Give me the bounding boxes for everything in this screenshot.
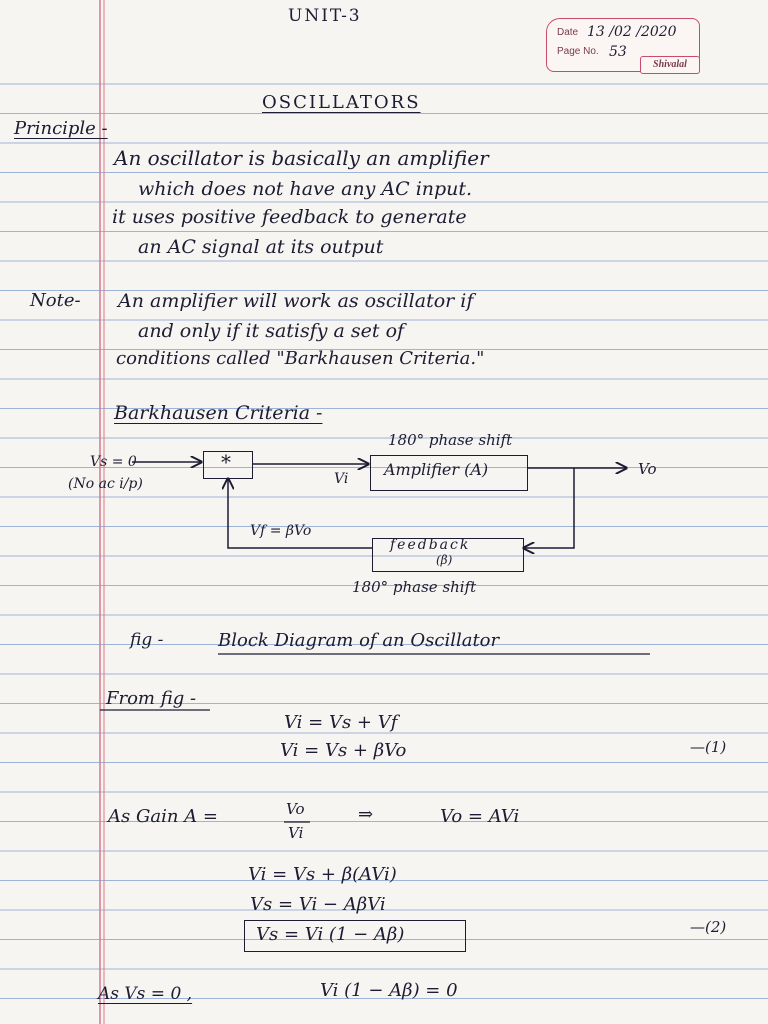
gain-denominator: Vi xyxy=(288,824,304,842)
page-value: 53 xyxy=(609,44,627,60)
gain-prefix: As Gain A = xyxy=(108,806,218,827)
principle-heading: Principle - xyxy=(14,118,108,139)
summer-symbol: * xyxy=(221,450,231,474)
principle-line-1: An oscillator is basically an amplifier xyxy=(114,146,489,170)
note-heading: Note- xyxy=(30,290,81,311)
equation-3: Vi = Vs + β(AVi) xyxy=(248,864,397,885)
from-fig-label: From fig - xyxy=(106,688,197,709)
amplifier-label: Amplifier (A) xyxy=(384,460,489,479)
vs-label: Vs = 0 xyxy=(90,454,137,470)
principle-line-2: which does not have any AC input. xyxy=(138,178,473,200)
barkhausen-heading: Barkhausen Criteria - xyxy=(114,402,323,424)
implies-symbol: ⇒ xyxy=(358,804,374,825)
principle-line-3: it uses positive feedback to generate xyxy=(112,206,467,228)
equation-2-tag: —(1) xyxy=(690,738,727,756)
feedback-tap-wire xyxy=(524,468,574,548)
page-title: OSCILLATORS xyxy=(262,92,421,113)
equation-1: Vi = Vs + Vf xyxy=(284,712,398,733)
feedback-return-wire xyxy=(228,479,372,548)
no-ac-label: (No ac i/p) xyxy=(68,476,143,492)
feedback-label: feedback xyxy=(390,537,471,553)
principle-line-4: an AC signal at its output xyxy=(138,236,384,258)
page-label: Page No. xyxy=(557,46,599,57)
note-line-1: An amplifier will work as oscillator if xyxy=(118,290,474,312)
as-vs-label: As Vs = 0 , xyxy=(98,984,193,1004)
gain-numerator: Vo xyxy=(286,800,305,818)
date-value: 13 /02 /2020 xyxy=(587,24,677,40)
note-line-2: and only if it satisfy a set of xyxy=(138,320,405,342)
vi-label: Vi xyxy=(334,471,349,487)
bottom-phase-label: 180° phase shift xyxy=(352,578,477,596)
date-label: Date xyxy=(557,27,579,38)
equation-5-tag: —(2) xyxy=(690,918,727,936)
note-line-3: conditions called "Barkhausen Criteria." xyxy=(116,348,485,369)
unit-heading: UNIT-3 xyxy=(288,6,362,26)
vo-label: Vo xyxy=(638,460,657,478)
vf-label: Vf = βVo xyxy=(250,523,312,539)
equation-6: Vi (1 − Aβ) = 0 xyxy=(320,980,458,1001)
equation-5: Vs = Vi (1 − Aβ) xyxy=(256,924,405,945)
beta-label: (β) xyxy=(436,553,453,567)
figure-caption: Block Diagram of an Oscillator xyxy=(218,630,500,651)
gain-result: Vo = AVi xyxy=(440,806,520,827)
top-phase-label: 180° phase shift xyxy=(388,431,513,449)
equation-2: Vi = Vs + βVo xyxy=(280,740,407,761)
figure-prefix: fig - xyxy=(130,630,164,650)
equation-4: Vs = Vi − AβVi xyxy=(250,894,386,915)
brand-logo: Shivalal xyxy=(640,56,700,74)
